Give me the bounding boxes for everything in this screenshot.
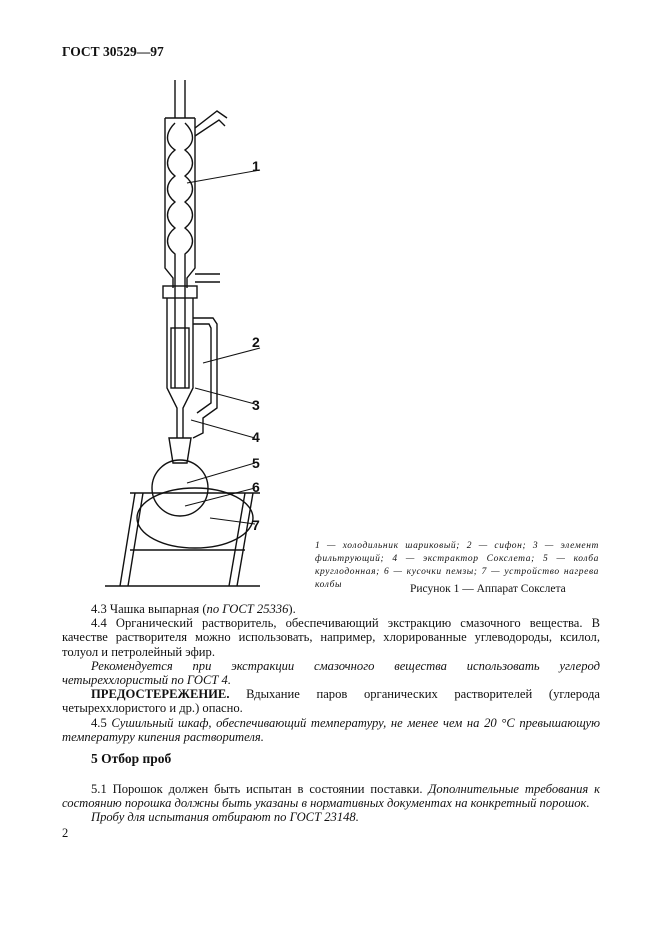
callout-4: 4 bbox=[252, 429, 260, 445]
figure-title: Рисунок 1 — Аппарат Сокслета bbox=[410, 583, 566, 595]
callout-3: 3 bbox=[252, 397, 260, 413]
item-4-5: 4.5 Сушильный шкаф, обеспечивающий температуру, не менее чем на 20 °С превышающую температуру кипения растворителя. bbox=[62, 715, 601, 744]
callout-6: 6 bbox=[252, 479, 260, 495]
callout-1: 1 bbox=[252, 158, 260, 174]
callout-5: 5 bbox=[252, 455, 260, 471]
document-header: ГОСТ 30529—97 bbox=[62, 44, 164, 59]
section-5-body bbox=[62, 782, 600, 825]
item-4-3: 4.3 Чашка выпарная (по ГОСТ 25336). bbox=[91, 602, 296, 616]
item-4-4-recommendation: Рекомендуется при экстракции смазочного вещества использовать углерод четыреххлористый по ГОСТ 4. bbox=[62, 658, 600, 688]
section-5-title: 5 Отбор проб bbox=[91, 751, 172, 766]
page-number: 2 bbox=[62, 826, 69, 840]
item-4-4: 4.4 Органический растворитель, обеспечивающий экстракцию смазочного вещества. В качестве растворителя можно использовать, например, хлорированные углеводороды, ксилол, толуол и петролейный эфир. bbox=[62, 616, 600, 659]
warning: ПРЕДОСТЕРЕЖЕНИЕ. Вдыхание паров органических растворителей (углерода четыреххлористого и др.) опасно. bbox=[62, 687, 600, 716]
callout-2: 2 bbox=[252, 334, 260, 350]
soxhlet-apparatus-figure bbox=[95, 78, 295, 598]
callout-7: 7 bbox=[252, 517, 260, 533]
figure-legend: 1 — холодильник шариковый; 2 — сифон; 3 — элемент фильтрующий; 4 — экстрактор Сокслета; 5 — колба круглодонная; 6 — кусочки пемзы; 7 — устройство нагрева колбы bbox=[315, 541, 599, 590]
item-5-1: 5.1 Порошок должен быть испытан в состоянии поставки. Дополнительные требования к состоянию порошка должны быть указаны в нормативных документах на конкретный порошок. bbox=[62, 782, 600, 811]
item-5-1-sampling: Пробу для испытания отбирают по ГОСТ 23148. bbox=[91, 810, 359, 825]
items-4-section bbox=[62, 602, 600, 744]
